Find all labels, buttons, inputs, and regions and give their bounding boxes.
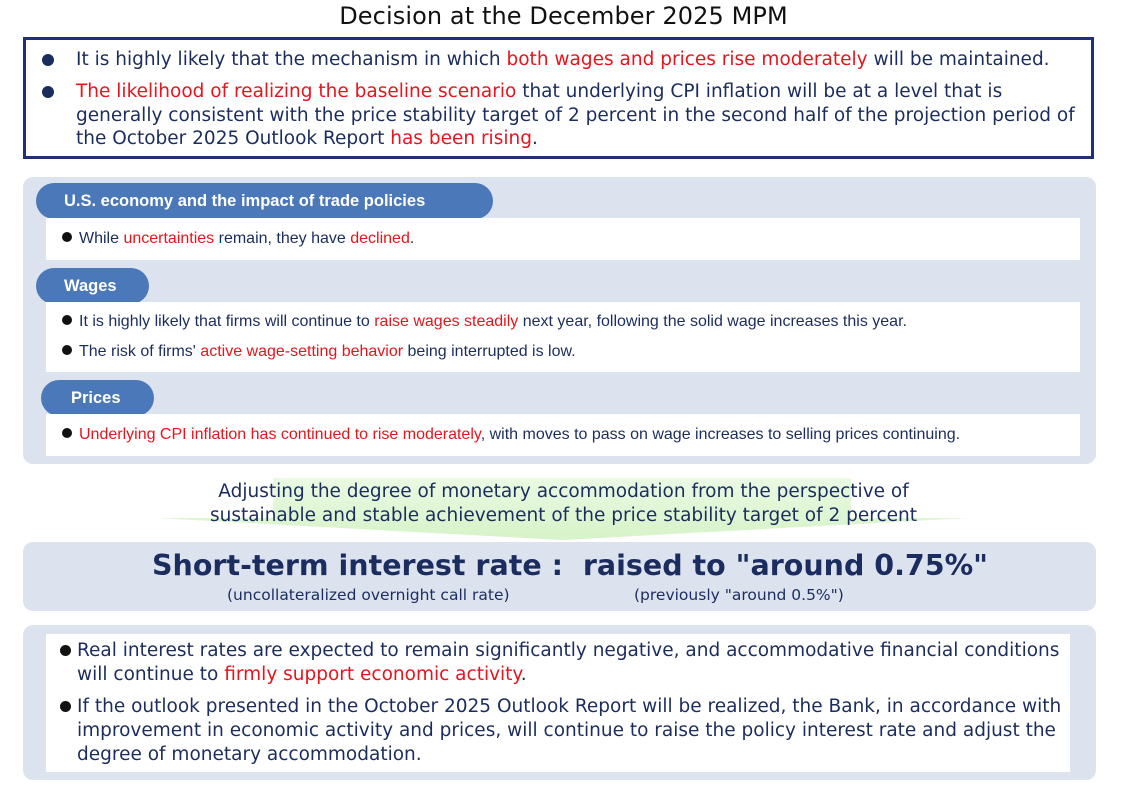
text: It is highly likely that firms will continue to: [79, 313, 375, 330]
bullet-icon: [60, 645, 71, 656]
highlight: raise wages steadily: [374, 313, 519, 330]
highlight: declined: [350, 230, 410, 247]
text: While: [79, 230, 124, 247]
rate-label: Short-term interest rate :: [152, 549, 563, 582]
text: next year, following the solid wage increases this year.: [518, 313, 907, 330]
outlook-item-1: [77, 639, 1087, 687]
rate-subnote-right: (previously "around 0.5%"): [634, 586, 844, 604]
summary-item-1-highlight: both wages and prices rise moderately: [506, 49, 868, 70]
summary-item-2-text: that underlying CPI inflation will be at a level that is generally consistent with the price stability target of 2 percent in the second half of the projection period of the October 2025 Outlook Report: [76, 81, 1075, 149]
adjust-line-1: Adjusting the degree of monetary accommodation from the perspective of: [218, 481, 909, 502]
summary-item-2-text-end: .: [531, 128, 538, 149]
section-label-us-economy: U.S. economy and the impact of trade policies: [36, 183, 493, 219]
summary-item-1-text: It is highly likely that the mechanism in which: [76, 49, 507, 70]
summary-item-2-highlight: The likelihood of realizing the baseline scenario: [76, 81, 517, 102]
rate-value: raised to "around 0.75%": [582, 549, 988, 582]
page-title: Decision at the December 2025 MPM: [339, 2, 788, 30]
text: , with moves to pass on wage increases to selling prices continuing.: [480, 426, 961, 443]
text: The risk of firms': [79, 343, 201, 360]
section-label-wages: Wages: [36, 268, 149, 304]
rate-subnote-left: (uncollateralized overnight call rate): [227, 586, 510, 604]
highlight: active wage-setting behavior: [200, 343, 404, 360]
text: .: [409, 230, 415, 247]
highlight: Underlying CPI inflation has continued to rise moderately: [79, 426, 481, 443]
summary-item-2-highlight-end: has been rising: [390, 128, 532, 149]
text: being interrupted is low.: [403, 343, 576, 360]
summary-item-1-text-end: will be maintained.: [867, 49, 1050, 70]
text: remain, they have: [214, 230, 351, 247]
text: Real interest rates are expected to remain significantly negative, and accommodative financial conditions will continue to: [77, 640, 1060, 685]
adjust-line-2: sustainable and stable achievement of the price stability target of 2 percent: [209, 505, 918, 526]
bullet-icon: [60, 701, 71, 712]
text: .: [520, 664, 527, 685]
highlight: uncertainties: [123, 230, 215, 247]
section-label-prices: Prices: [41, 380, 154, 416]
text: If the outlook presented in the October 2025 Outlook Report will be realized, the Bank, in accordance with improvement in economic activity and prices, will continue to raise the policy interest rate and adjust the degree of monetary accommodation.: [77, 696, 1062, 765]
highlight: firmly support economic activity: [224, 664, 521, 685]
outlook-item-2: [77, 695, 1087, 767]
rate-headline: [0, 549, 1127, 582]
